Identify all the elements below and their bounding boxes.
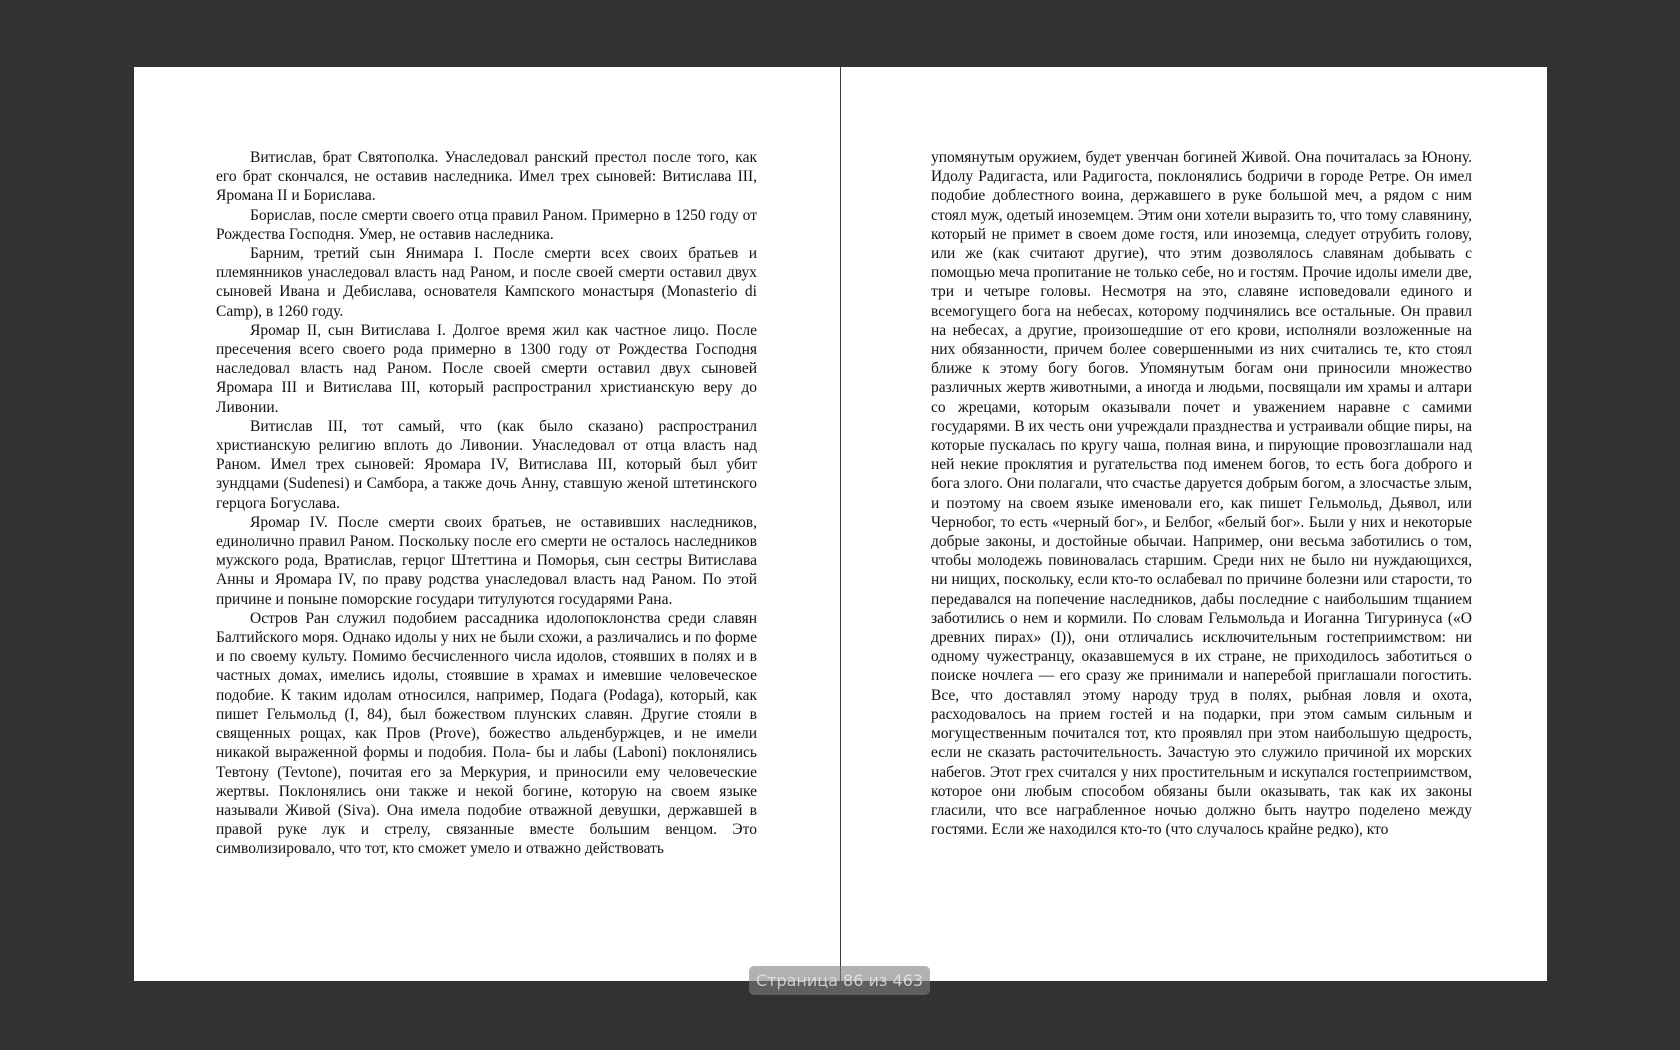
paragraph: Яромар IV. После смерти своих братьев, не оставивших наследников, единолично правил Раном. Поскольку после его смерти не осталось наследников мужского рода, Вратислав, герцог Штеттина и Поморья, сын сестры Витислава Анны и Яромара IV, по праву родства унаследовал власть над Раном. По этой причине и поныне поморские государи титулуются государями Рана. [216,513,757,608]
paragraph: Борислав, после смерти своего отца правил Раном. Примерно в 1250 году от Рождества Господня. Умер, не оставив наследника. [216,206,757,243]
right-page-text [931,148,1472,839]
book-spread [134,67,1547,981]
paragraph: Витислав III, тот самый, что (как было сказано) распространил христианскую религию вплоть до Ливонии. Унаследовал от отца власть над Раном. Имел трех сыновей: Яромара IV, Витислава III, который был убит зундцами (Sudenesi) и Самбора, а также дочь Анну, ставшую женой штетинского герцога Богуслава. [216,417,757,512]
left-page-text [216,148,757,859]
paragraph: Барним, третий сын Янимара I. После смерти всех своих братьев и племянников унаследовал власть над Раном, и после своей смерти оставил двух сыновей Ивана и Дебислава, основателя Кампского монастыря (Monasterio di Camp), в 1260 году. [216,245,757,320]
left-page [134,67,841,981]
paragraph: упомянутым оружием, будет увенчан богиней Живой. Она почиталась за Юнону. Идолу Радигаста, или Радигоста, поклонялись бодричи в городе Ретре. Он имел подобие доблестного воина, державшего в руке большой меч, а рядом с ним стоял муж, одетый иноземцем. Этим они хотели выразить то, что тому славянину, который не примет в своем доме гостя, или иноземца, следует отрубить голову, или же (как считают другие), что этим дозволялось славянам добывать с помощью меча пропитание не только себе, но и гостям. Прочие идолы имели две, три и четыре головы. Несмотря на это, славяне исповедовали единого и всемогущего бога на небесах, которому подчинялись все остальные. Он правил на небесах, а другие, произошедшие от его крови, исполняли возложенные на них обязанности, причем более совершенными из них считались те, кто стоял ближе к этому богу богов. Упомянутым богам они приносили множество различных жертв животными, а иногда и людьми, посвящали им храмы и алтари со жрецами, которым оказывали почет и уважением наравне с самими государями. В их честь они учреждали празднества и устраивали общие пиры, на которые пускалась по кругу чаша, полная вина, и пирующие провозглашали над ней некие проклятия и ругательства под именем богов, то есть бога доброго и бога злого. Они полагали, что счастье даруется добрым богом, а злосчастье злым, и поэтому на своем языке именовали его, как пишет Гельмольд, Дьявол, или Чернобог, то есть «черный бог», и Белбог, «белый бог». Были у них и некоторые добрые законы, и достойные обычаи. Например, они весьма заботились о том, чтобы молодежь повиновалась старшим. Среди них не было ни нуждающихся, ни нищих, поскольку, если кто-то ослабевал по причине болезни или старости, то передавался на попечение наследников, дабы последние с наибольшим тщанием заботились о нем и кормили. По словам Гельмольда и Иоганна Тигуринуса («О древних пирах» (I)), они отличались исключительным гостеприимством: ни одному чужестранцу, оказавшемуся в их стране, не приходилось заботиться о поиске ночлега — его сразу же принимали и наперебой приглашали погостить. Все, что доставлял этому народу труд в полях, рыбная ловля и охота, расходовалось на прием гостей и на подарки, при этом самым сильным и могущественным почитался тот, кто проявлял при этом наибольшую щедрость, если не сказать расточительность. Зачастую это служило причиной их морских набегов. Этот грех считался у них простительным и искупался гостеприимством, которое они любым способом обязаны были оказывать, так как их законы гласили, что все награбленное ночью должно быть наутро поделено между гостями. Если же находился кто-то (что случалось крайне редко), кто [931,149,1472,839]
page-indicator: Страница 86 из 463 [749,966,930,995]
paragraph: Витислав, брат Святополка. Унаследовал ранский престол после того, как его брат скончался, не оставив наследника. Имел трех сыновей: Витислава III, Яромана II и Борислава. [216,149,757,205]
right-page [841,67,1547,981]
paragraph: Яромар II, сын Витислава I. Долгое время жил как частное лицо. После пресечения всего своего рода примерно в 1300 году от Рождества Господня наследовал власть над Раном. После своей смерти оставил двух сыновей Яромара III и Витислава III, который распространил христианскую веру до Ливонии. [216,321,757,416]
paragraph: Остров Ран служил подобием рассадника идолопоклонства среди славян Балтийского моря. Однако идолы у них не были схожи, а различались и по форме и по своему культу. Помимо бесчисленного числа идолов, стоявших в полях и в частных домах, имелись идолы, стоявшие в храмах и имевшие человеческое подобие. К таким идолам относился, например, Подага (Podaga), который, как пишет Гельмольд (I, 84), был божеством плунских славян. Другие стояли в священных рощах, как Пров (Prove), божество альденбуржцев, и не имели никакой выраженной формы и подобия. Пола- бы и лабы (Laboni) поклонялись Тевтону (Tevtone), почитая его за Меркурия, и приносили ему человеческие жертвы. Поклонялись они также и некой богине, которую на своем языке называли Живой (Siva). Она имела подобие отважной девушки, державшей в правой руке лук и стрелу, связанные вместе большим венцом. Это символизировало, что тот, кто сможет умело и отважно действовать [216,609,757,858]
